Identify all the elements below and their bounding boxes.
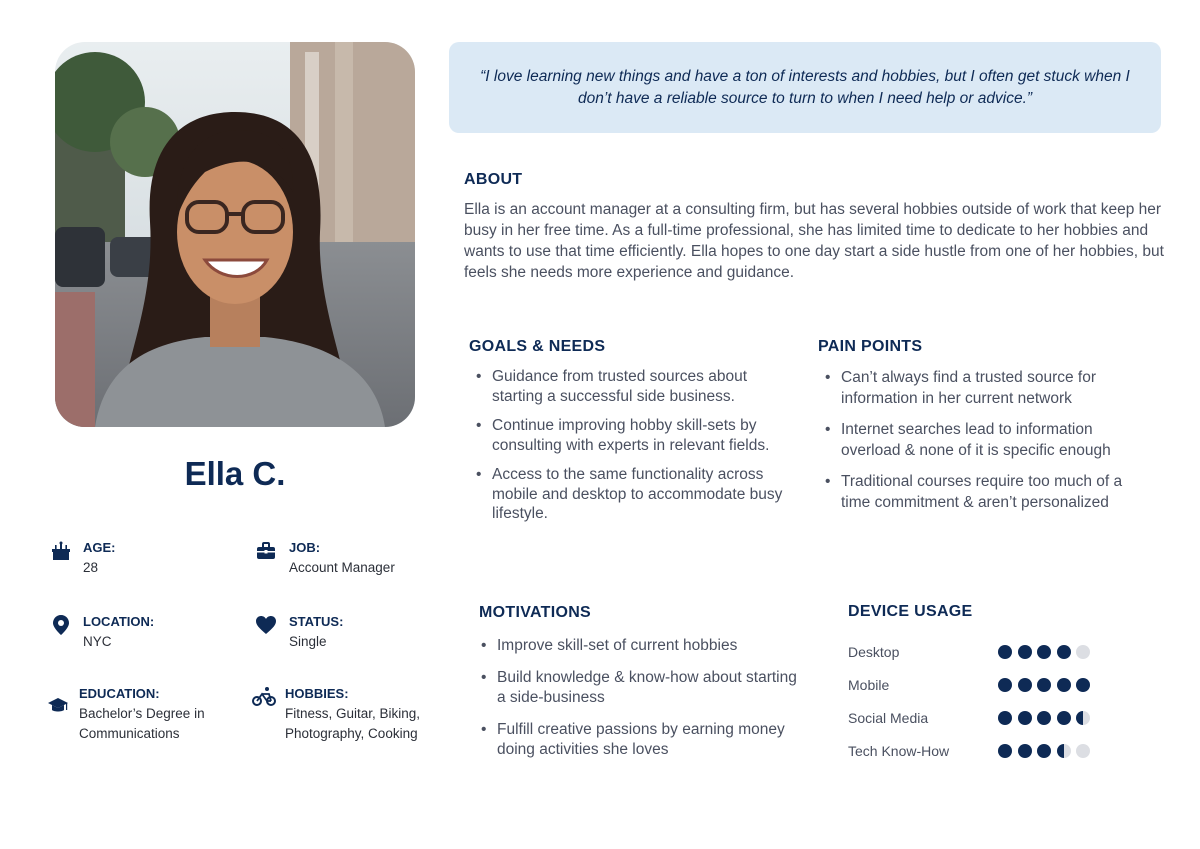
list-item: • Guidance from trusted sources about starting a successful side business. bbox=[469, 367, 799, 406]
detail-value: Bachelor’s Degree in Communications bbox=[79, 706, 205, 741]
rating-dot bbox=[1076, 711, 1090, 725]
rating-dot bbox=[1037, 711, 1051, 725]
detail-label: LOCATION: bbox=[83, 614, 155, 629]
list-item: • Continue improving hobby skill-sets by consulting with experts in relevant fields. bbox=[469, 416, 799, 455]
rating-dot bbox=[1057, 645, 1071, 659]
rating-dot bbox=[1018, 711, 1032, 725]
list-item: • Build knowledge & know-how about starting a side-business bbox=[474, 668, 804, 709]
detail-status bbox=[255, 612, 445, 656]
list-item: • Can’t always find a trusted source for information in her current network bbox=[818, 368, 1148, 409]
detail-label: JOB: bbox=[289, 540, 321, 555]
location-pin-icon bbox=[50, 614, 72, 636]
rating-dot bbox=[1037, 645, 1051, 659]
detail-education bbox=[47, 684, 237, 748]
device-label: Mobile bbox=[848, 677, 890, 693]
rating-dot bbox=[1018, 744, 1032, 758]
list-item: • Improve skill-set of current hobbies bbox=[474, 636, 804, 657]
rating-dot bbox=[1057, 711, 1071, 725]
quote-box bbox=[449, 42, 1161, 133]
rating-dots bbox=[998, 711, 1098, 725]
persona-name: Ella C. bbox=[184, 455, 286, 492]
rating-dot bbox=[1037, 744, 1051, 758]
rating-dot bbox=[1018, 678, 1032, 692]
heart-icon bbox=[255, 614, 277, 636]
detail-location bbox=[50, 612, 240, 656]
rating-dots bbox=[998, 678, 1098, 692]
list-item: • Internet searches lead to information overload & none of it is specific enough bbox=[818, 420, 1148, 461]
detail-label: AGE: bbox=[83, 540, 116, 555]
rating-dot bbox=[1057, 744, 1071, 758]
rating-dot bbox=[1076, 678, 1090, 692]
rating-dot bbox=[1037, 678, 1051, 692]
briefcase-icon bbox=[255, 540, 277, 562]
list-item: • Access to the same functionality across mobile and desktop to accommodate busy lifestyle. bbox=[469, 465, 799, 524]
graduation-cap-icon bbox=[47, 694, 69, 716]
about-title: ABOUT bbox=[464, 171, 523, 188]
device-label: Tech Know-How bbox=[848, 743, 950, 759]
pain-points-title: PAIN POINTS bbox=[818, 338, 923, 355]
rating-dot bbox=[1076, 645, 1090, 659]
cake-icon bbox=[50, 540, 72, 562]
detail-hobbies bbox=[252, 684, 442, 768]
detail-value: Account Manager bbox=[289, 560, 395, 575]
device-row-mobile bbox=[848, 675, 1108, 695]
rating-dots bbox=[998, 645, 1098, 659]
device-row-desktop bbox=[848, 642, 1108, 662]
detail-value: Fitness, Guitar, Biking, Photography, Cooking bbox=[285, 706, 421, 741]
about-text: Ella is an account manager at a consulting firm, but has several hobbies outside of work that keep her busy in her free time. As a full-time professional, she has limited time to dedicate to her hobbies and wants to use that time efficiently. Ella hopes to one day start a side hustle from one of her hobbies, but feels she needs more experience and guidance. bbox=[464, 201, 1164, 281]
rating-dot bbox=[998, 711, 1012, 725]
detail-value: NYC bbox=[83, 634, 112, 649]
device-usage-title: DEVICE USAGE bbox=[848, 603, 973, 620]
rating-dots bbox=[998, 744, 1098, 758]
goals-list bbox=[469, 367, 799, 534]
motivations-list bbox=[474, 636, 804, 772]
goals-title: GOALS & NEEDS bbox=[469, 338, 606, 355]
detail-job bbox=[255, 538, 445, 582]
device-label: Desktop bbox=[848, 644, 900, 660]
rating-dot bbox=[1076, 744, 1090, 758]
rating-dot bbox=[1018, 645, 1032, 659]
device-row-tech-know-how bbox=[848, 741, 1108, 761]
detail-value: Single bbox=[289, 634, 327, 649]
list-item: • Traditional courses require too much of a time commitment & aren’t personalized bbox=[818, 472, 1148, 513]
rating-dot bbox=[998, 645, 1012, 659]
rating-dot bbox=[998, 744, 1012, 758]
device-label: Social Media bbox=[848, 710, 929, 726]
motivations-title: MOTIVATIONS bbox=[479, 604, 592, 621]
detail-label: HOBBIES: bbox=[285, 686, 349, 701]
bicycle-icon bbox=[252, 686, 278, 708]
pain-points-list bbox=[818, 368, 1148, 524]
detail-value: 28 bbox=[83, 560, 99, 575]
rating-dot bbox=[1057, 678, 1071, 692]
detail-label: EDUCATION: bbox=[79, 686, 160, 701]
quote-text: “I love learning new things and have a ton of interests and hobbies, but I often get stuck when I don’t have a reliable source to turn to when I need help or advice.” bbox=[480, 67, 1130, 107]
detail-age bbox=[50, 538, 240, 582]
list-item: • Fulfill creative passions by earning money doing activities she loves bbox=[474, 720, 804, 761]
persona-photo bbox=[55, 42, 415, 427]
rating-dot bbox=[998, 678, 1012, 692]
detail-label: STATUS: bbox=[289, 614, 344, 629]
device-row-social-media bbox=[848, 708, 1108, 728]
